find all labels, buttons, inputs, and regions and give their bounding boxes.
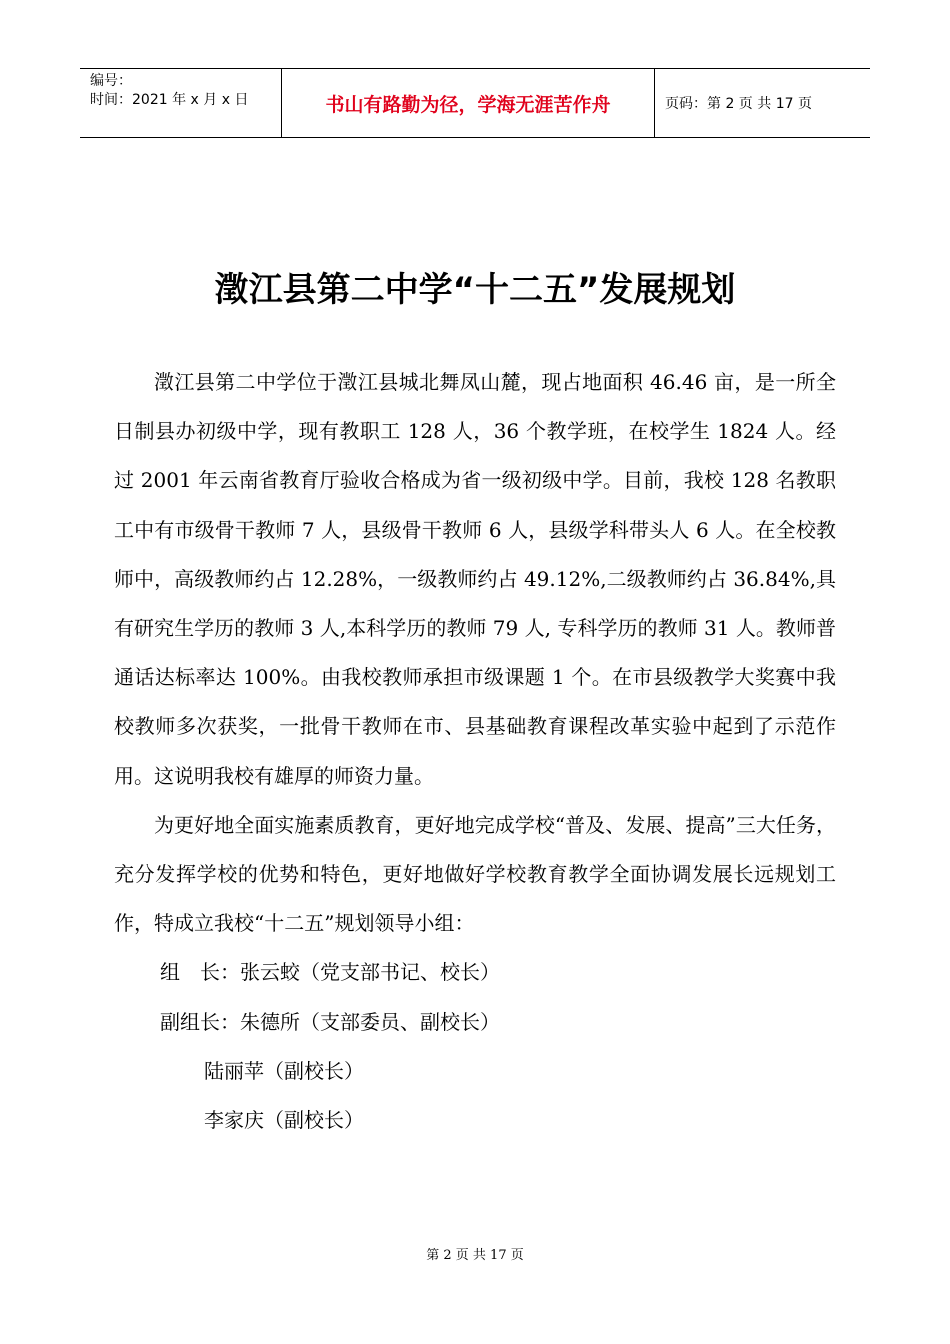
page-title: 澂江县第二中学“十二五”发展规划: [214, 270, 736, 310]
member-deputy-3: 李家庆（副校长）: [204, 1108, 364, 1133]
member-deputy-2: 陆丽苹（副校长）: [204, 1058, 364, 1083]
member-deputy: 副组长：朱德所（支部委员、副校长）: [160, 1009, 500, 1034]
header-meta: [80, 69, 282, 137]
header-motto: 书山有路勤为径，学海无涯苦作舟: [282, 69, 655, 137]
page-header: [80, 68, 870, 138]
member-leader: 组 长：张云蛟（党支部书记、校长）: [160, 960, 500, 985]
document-date-label: 时间：2021 年 x 月 x 日: [90, 92, 249, 108]
paragraph-school-overview: 澂江县第二中学位于澂江县城北舞凤山麓，现占地面积 46.46 亩，是一所全日制县办初级中学，现有教职工 128 人，36 个教学班，在校学生 1824 人。经过 2001 年云南省教育厅验收合格成为省一级初级中学。目前，我校 128 名教职工中有市级骨干教师 7 人，县级骨干教师 6 人，县级学科带头人 6 人。在全校教师中，高级教师约占 12.28%，一级教师约占 49.12%,二级教师约占 36.84%,具有研究生学历的教师 3 人,本科学历的教师 79 人, 专科学历的教师 31 人。教师普通话达标率达 100%。由我校教师承担市级课题 1 个。在市县级教学大奖赛中我校教师多次获奖，一批骨干教师在市、县基础教育课程改革实验中起到了示范作用。这说明我校有雄厚的师资力量。: [114, 370, 836, 788]
document-number-label: 编号：: [90, 73, 132, 89]
paragraph-planning-group: 为更好地全面实施素质教育，更好地完成学校“普及、发展、提高”三大任务，充分发挥学校的优势和特色，更好地做好学校教育教学全面协调发展长远规划工作，特成立我校“十二五”规划领导小组：: [114, 812, 836, 936]
page-footer: 第 2 页 共 17 页: [426, 1248, 524, 1263]
header-page-info: 页码：第 2 页 共 17 页: [665, 96, 812, 112]
document-body: [114, 358, 836, 1145]
